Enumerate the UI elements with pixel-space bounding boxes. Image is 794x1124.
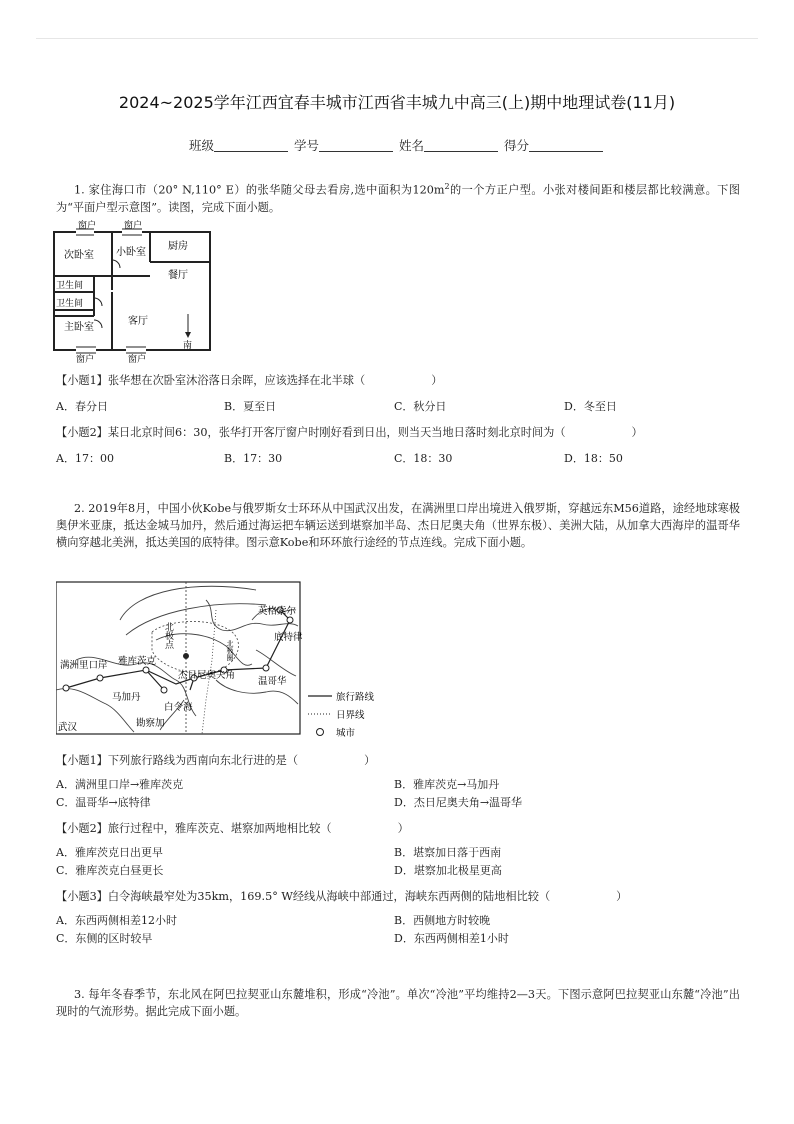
floorplan-figure [50, 220, 220, 364]
q2-sub3-option-d[interactable]: D．东西两侧相差1小时 [394, 932, 509, 945]
q1-sub1-option-b[interactable]: B．夏至日 [224, 400, 277, 413]
top-rule [36, 38, 758, 39]
floorplan-south-label: 南 [183, 341, 193, 351]
q2-sub1-option-a[interactable]: A．满洲里口岸→雅库茨克 [56, 778, 184, 791]
q2-sub2-option-d[interactable]: D．堪察加北极星更高 [394, 864, 502, 877]
floorplan-room-bathroom-2: 卫生间 [56, 299, 84, 309]
map-label-north-pole: 北极点 [163, 622, 173, 649]
q1-sub2-option-c[interactable]: C．18：30 [394, 452, 453, 465]
q1-sub1-stem [56, 372, 740, 388]
map-label-wuhan: 武汉 [58, 722, 78, 733]
map-label-ingersoll: 英格索尔 [258, 606, 297, 617]
q2-sub1-option-d[interactable]: D．杰日尼奥夫角→温哥华 [394, 796, 523, 809]
field-name-label: 姓名 [398, 138, 424, 153]
floorplan-room-master-bedroom: 主卧室 [64, 322, 94, 333]
q1-stem-superscript: 2 [444, 182, 450, 191]
floorplan-room-kitchen: 厨房 [168, 241, 188, 252]
q2-sub3-stem [56, 888, 740, 904]
q2-sub2-option-c[interactable]: C．雅库茨克白昼更长 [56, 864, 164, 877]
field-class-blank[interactable] [214, 151, 288, 152]
q2-sub1-option-c[interactable]: C．温哥华→底特律 [56, 796, 151, 809]
q2-sub3-text: 【小题3】白令海峡最窄处为35km，169.5° W经线从海峡中部通过，海峡东西两侧的陆地相比较（ [56, 890, 551, 903]
legend-city-label: 城市 [336, 728, 356, 739]
q2-sub2-option-b[interactable]: B．堪察加日落于西南 [394, 846, 502, 859]
floorplan-room-bathroom-1: 卫生间 [56, 281, 84, 291]
map-label-bering-sea: 白令海 [164, 702, 193, 713]
q2-sub2-stem [56, 820, 740, 836]
q1-sub1-close: ） [431, 374, 443, 387]
q2-sub1-text: 【小题1】下列旅行路线为西南向东北行进的是（ [56, 754, 299, 767]
map-label-yakutsk: 雅库茨克 [118, 656, 157, 667]
field-id-label: 学号 [293, 138, 319, 153]
floorplan-room-dining: 餐厅 [168, 270, 188, 281]
q2-sub3-close: ） [616, 890, 628, 903]
q1-sub2-option-a[interactable]: A．17：00 [56, 452, 114, 465]
legend-dateline-label: 日界线 [336, 710, 365, 721]
map-label-detroit: 底特律 [274, 632, 303, 643]
field-score-label: 得分 [503, 138, 529, 153]
map-label-vancouver: 温哥华 [258, 676, 287, 687]
header-fields [0, 136, 794, 154]
q1-sub1-option-d[interactable]: D．冬至日 [564, 400, 617, 413]
q2-stem: 2. 2019年8月，中国小伙Kobe与俄罗斯女士环环从中国武汉出发，在满洲里口岸出境进入俄罗斯，穿越远东M56道路，途经地球寒极奥伊米亚康，抵达金城马加丹，然后通过海运把车辆运送到堪察加半岛、杰日尼奥夫角（世界东极）、美洲大陆，从加拿大西海岸的温哥华横向穿越北美洲，抵达美国的底特律。图示意Kobe和环环旅行途经的节点连线。完成下面小题。 [56, 502, 740, 549]
q1-stem-part2: 的一个方正户型。小张对楼间距和楼层都比较满意。下图为“平面户型示意图”。读图，完成下面小题。 [56, 183, 740, 214]
floorplan-room-living: 客厅 [128, 316, 148, 327]
map-label-kamchatka: 勘察加 [136, 718, 165, 729]
floorplan-room-small-bedroom: 小卧室 [116, 247, 146, 258]
q1-sub1-option-a[interactable]: A．春分日 [56, 400, 108, 413]
q2-sub2-text: 【小题2】旅行过程中，雅库茨克、堪察加两地相比较（ [56, 822, 332, 835]
q1-sub2-stem [56, 424, 740, 440]
q2-sub3-option-b[interactable]: B．西侧地方时较晚 [394, 914, 491, 927]
floorplan-window-bottom-1: 窗户 [76, 355, 95, 364]
field-id-blank[interactable] [319, 151, 393, 152]
map-label-magadan: 马加丹 [112, 692, 141, 703]
q2-sub1-stem [56, 752, 740, 768]
floorplan-window-top-2: 窗户 [124, 221, 143, 231]
q1-sub2-text: 【小题2】某日北京时间6：30，张华打开客厅窗户时刚好看到日出，则当天当地日落时刻北京时间为（ [56, 426, 566, 439]
q1-stem-part1: 1. 家住海口市（20° N,110° E）的张华随父母去看房,选中面积为120m [74, 183, 445, 197]
q2-sub3-option-a[interactable]: A．东西两侧相差12小时 [56, 914, 177, 927]
q2-sub1-close: ） [364, 754, 376, 767]
exam-title: 2024~2025学年江西宜春丰城市江西省丰城九中高三(上)期中地理试卷(11月) [118, 93, 676, 112]
south-arrowhead-icon [185, 332, 191, 338]
map-label-cape-dezhnev: 杰日尼奥夫角 [178, 670, 236, 681]
q2-sub2-close: ） [397, 822, 409, 835]
q1-sub2-option-d[interactable]: D．18：50 [564, 452, 623, 465]
legend-route-label: 旅行路线 [336, 692, 375, 703]
floorplan-window-bottom-2: 窗户 [128, 355, 147, 364]
field-score-blank[interactable] [529, 151, 603, 152]
field-class-label: 班级 [188, 138, 214, 153]
q2-sub2-option-a[interactable]: A．雅库茨克日出更早 [56, 846, 163, 859]
q1-stem [56, 178, 740, 216]
floorplan-room-second-bedroom: 次卧室 [64, 250, 94, 261]
map-label-manzhouli: 满洲里口岸 [60, 660, 108, 671]
travel-route-map [56, 580, 386, 742]
q3-stem: 3. 每年冬春季节，东北风在阿巴拉契亚山东麓堆积，形成“冷池”。单次“冷池”平均维持2—3天。下图示意阿巴拉契亚山东麓“冷池”出现时的气流形势。据此完成下面小题。 [56, 988, 740, 1018]
map-label-arctic-circle: 北极圈 [226, 640, 234, 661]
q1-sub2-option-b[interactable]: B．17：30 [224, 452, 283, 465]
q1-sub2-close: ） [631, 426, 643, 439]
q1-sub1-text: 【小题1】张华想在次卧室沐浴落日余晖，应该选择在北半球（ [56, 374, 366, 387]
q1-sub1-option-c[interactable]: C．秋分日 [394, 400, 447, 413]
legend-city-icon [317, 729, 324, 736]
floorplan-window-top-1: 窗户 [78, 221, 97, 231]
q2-sub3-option-c[interactable]: C．东侧的区时较早 [56, 932, 153, 945]
q2-sub1-option-b[interactable]: B．雅库茨克→马加丹 [394, 778, 500, 791]
field-name-blank[interactable] [424, 151, 498, 152]
